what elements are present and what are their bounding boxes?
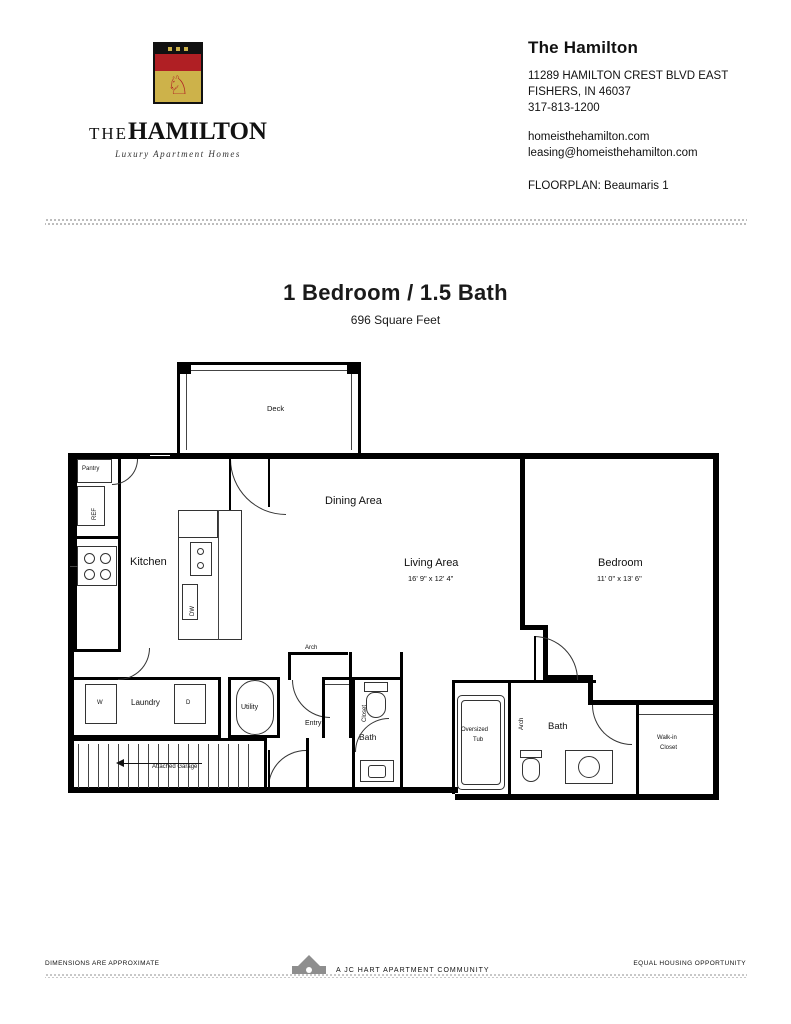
- deck-rail-left: [186, 370, 187, 450]
- garage-stair-7: [138, 744, 139, 788]
- floorplan-drawing: [0, 340, 791, 820]
- dryer-label: D: [186, 700, 191, 706]
- fullbath-wall-top: [452, 680, 596, 683]
- bedroom-label: Bedroom: [598, 557, 643, 569]
- utility-label: Utility: [241, 704, 259, 711]
- document-footer: [0, 955, 791, 985]
- walkin-closet-label-line2: Closet: [660, 745, 678, 751]
- arch-post-left: [288, 652, 291, 680]
- exterior-wall-bottom-mid: [352, 787, 458, 793]
- halfbath-door-swing: [355, 718, 389, 752]
- fullbath-wall-left: [452, 680, 455, 794]
- burner-3: [84, 569, 95, 580]
- garage-direction-arrow: [116, 759, 124, 767]
- garage-stair-6: [128, 744, 129, 788]
- island-sink: [178, 510, 218, 538]
- living-area-label: Living Area: [404, 557, 459, 569]
- fullbath-toilet-bowl: [522, 758, 540, 782]
- pantry-door-swing: [112, 459, 138, 485]
- garage-stair-3: [98, 744, 99, 788]
- page-title: The Hamilton: [528, 38, 639, 57]
- header-divider: [45, 218, 747, 226]
- phone-number: 317-813-1200: [528, 102, 600, 114]
- burner-4: [100, 569, 111, 580]
- closet-label: Closet: [362, 704, 368, 722]
- island-burner-1: [197, 548, 204, 555]
- bedroom-wall-left-upper: [520, 453, 525, 628]
- patio-door-leaf: [229, 459, 231, 511]
- garage-stair-1: [78, 744, 79, 788]
- garage-stair-18: [248, 744, 249, 788]
- logo-wordmark: [78, 118, 278, 146]
- bedroom-door-swing: [534, 636, 578, 680]
- logo-word-hamilton: HAMILTON: [128, 118, 267, 145]
- fullbath-sink: [578, 756, 600, 778]
- fullbath-label: Bath: [548, 721, 568, 732]
- garage-door-swing: [268, 750, 306, 788]
- window-gap-1: [150, 455, 170, 456]
- closet-shelf: [325, 684, 349, 685]
- oversized-tub-label-line2: Tub: [473, 737, 484, 743]
- footer-disclaimer: DIMENSIONS ARE APPROXIMATE: [45, 960, 160, 967]
- window-tick-2: [430, 452, 452, 453]
- exterior-wall-right: [713, 453, 719, 800]
- fullbath-door-swing: [592, 705, 632, 745]
- garage-stair-2: [88, 744, 89, 788]
- garage-stair-16: [228, 744, 229, 788]
- window-tick-4: [600, 452, 660, 453]
- fullbath-toilet-tank: [520, 750, 542, 758]
- lion-crest-icon: ♘: [153, 42, 203, 104]
- footer-equal-housing: EQUAL HOUSING OPPORTUNITY: [633, 960, 746, 967]
- document-header: [0, 0, 791, 210]
- garage-stair-14: [208, 744, 209, 788]
- refrigerator-box: [77, 486, 105, 526]
- burner-2: [100, 553, 111, 564]
- garage-wall-right: [264, 738, 267, 793]
- garage-wall-top: [74, 738, 265, 741]
- logo-word-the: THE: [89, 124, 129, 143]
- garage-door-leaf: [268, 750, 270, 788]
- attached-garage-label: Attached Garage: [152, 764, 198, 770]
- arch-header: [288, 652, 348, 655]
- utility-wall-left: [228, 677, 231, 738]
- walkin-closet-wall-left: [636, 705, 639, 794]
- tub-partition-lower: [508, 746, 511, 794]
- window-tick-3: [487, 452, 509, 453]
- pantry-label: Pantry: [82, 466, 100, 472]
- hamilton-logo: [78, 42, 278, 159]
- living-area-dimensions: 16' 9" x 12' 4": [408, 574, 454, 583]
- dishwasher-label: DW: [190, 606, 196, 616]
- arch-label-2: Arch: [519, 717, 525, 730]
- dining-area-label: Dining Area: [325, 495, 382, 507]
- closet-wall-left: [322, 677, 325, 738]
- kitchen-label: Kitchen: [130, 556, 167, 568]
- patio-door-jamb: [268, 453, 270, 507]
- laundry-label: Laundry: [131, 698, 160, 707]
- refrigerator-label: REF: [92, 508, 98, 520]
- burner-1: [84, 553, 95, 564]
- range-vent: [70, 566, 78, 567]
- walkin-closet-label-line1: Walk-in: [657, 735, 677, 741]
- island-burner-2: [197, 562, 204, 569]
- island-divider: [218, 510, 219, 640]
- footer-community-label: A JC HART APARTMENT COMMUNITY: [336, 966, 490, 974]
- halfbath-label: Bath: [359, 732, 377, 742]
- exterior-wall-bottom-right: [455, 794, 719, 800]
- plan-square-feet: 696 Square Feet: [350, 313, 441, 327]
- arch-label-1: Arch: [305, 645, 318, 651]
- website-link[interactable]: homeisthehamilton.com: [528, 131, 650, 143]
- deck-wall-left: [177, 362, 180, 456]
- floorplan-name: FLOORPLAN: Beaumaris 1: [528, 180, 669, 192]
- halfbath-wall-top: [352, 677, 403, 680]
- kitchen-counter-lower: [74, 649, 121, 652]
- footer-divider: [45, 973, 747, 978]
- range-box: [77, 546, 117, 586]
- deck-rail-top: [186, 370, 352, 371]
- tub-partition: [508, 680, 511, 750]
- logo-tagline: Luxury Apartment Homes: [115, 149, 241, 159]
- washer-label: W: [97, 700, 103, 706]
- entry-label: Entry: [305, 720, 322, 727]
- kitchen-counter-upper: [74, 536, 121, 539]
- deck-wall-right: [358, 362, 361, 456]
- garage-stair-15: [218, 744, 219, 788]
- plan-title: 1 Bedroom / 1.5 Bath: [283, 280, 508, 305]
- garage-stair-13: [198, 744, 199, 788]
- exterior-wall-top-right: [523, 453, 719, 459]
- window-tick-1: [150, 451, 170, 453]
- halfbath-toilet-tank: [364, 682, 388, 692]
- address-line-2: FISHERS, IN 46037: [528, 86, 631, 98]
- patio-door-swing: [230, 459, 286, 515]
- deck-post-left: [177, 362, 191, 374]
- garage-stair-4: [108, 744, 109, 788]
- halfbath-toilet-bowl: [366, 692, 386, 718]
- deck-post-right: [347, 362, 361, 374]
- bedroom-dimensions: 11' 0" x 13' 6": [597, 574, 642, 583]
- garage-stair-17: [238, 744, 239, 788]
- deck-label: Deck: [267, 404, 285, 413]
- deck-rail-right: [351, 370, 352, 450]
- halfbath-wall-right: [400, 652, 403, 787]
- email-link[interactable]: leasing@homeisthehamilton.com: [528, 147, 698, 159]
- walkin-closet-shelf: [639, 714, 713, 715]
- address-line-1: 11289 HAMILTON CREST BLVD EAST: [528, 70, 729, 82]
- deck-wall-top: [177, 362, 361, 365]
- garage-entry-jamb: [306, 738, 309, 793]
- laundry-wall-right: [218, 677, 221, 738]
- halfbath-wall-left: [352, 677, 355, 787]
- laundry-door-swing: [118, 648, 150, 680]
- halfbath-sink: [368, 765, 386, 778]
- property-contact-block: [528, 40, 778, 194]
- utility-wall-right: [277, 677, 280, 738]
- exterior-wall-bottom-left: [68, 787, 358, 793]
- kitchen-counter-edge: [118, 539, 121, 652]
- closet-wall-top: [322, 677, 350, 680]
- bedroom-door-leaf: [534, 636, 536, 680]
- laundry-wall-top: [74, 677, 220, 680]
- garage-stair-8: [148, 744, 149, 788]
- oversized-tub-label-line1: Oversized: [461, 727, 489, 733]
